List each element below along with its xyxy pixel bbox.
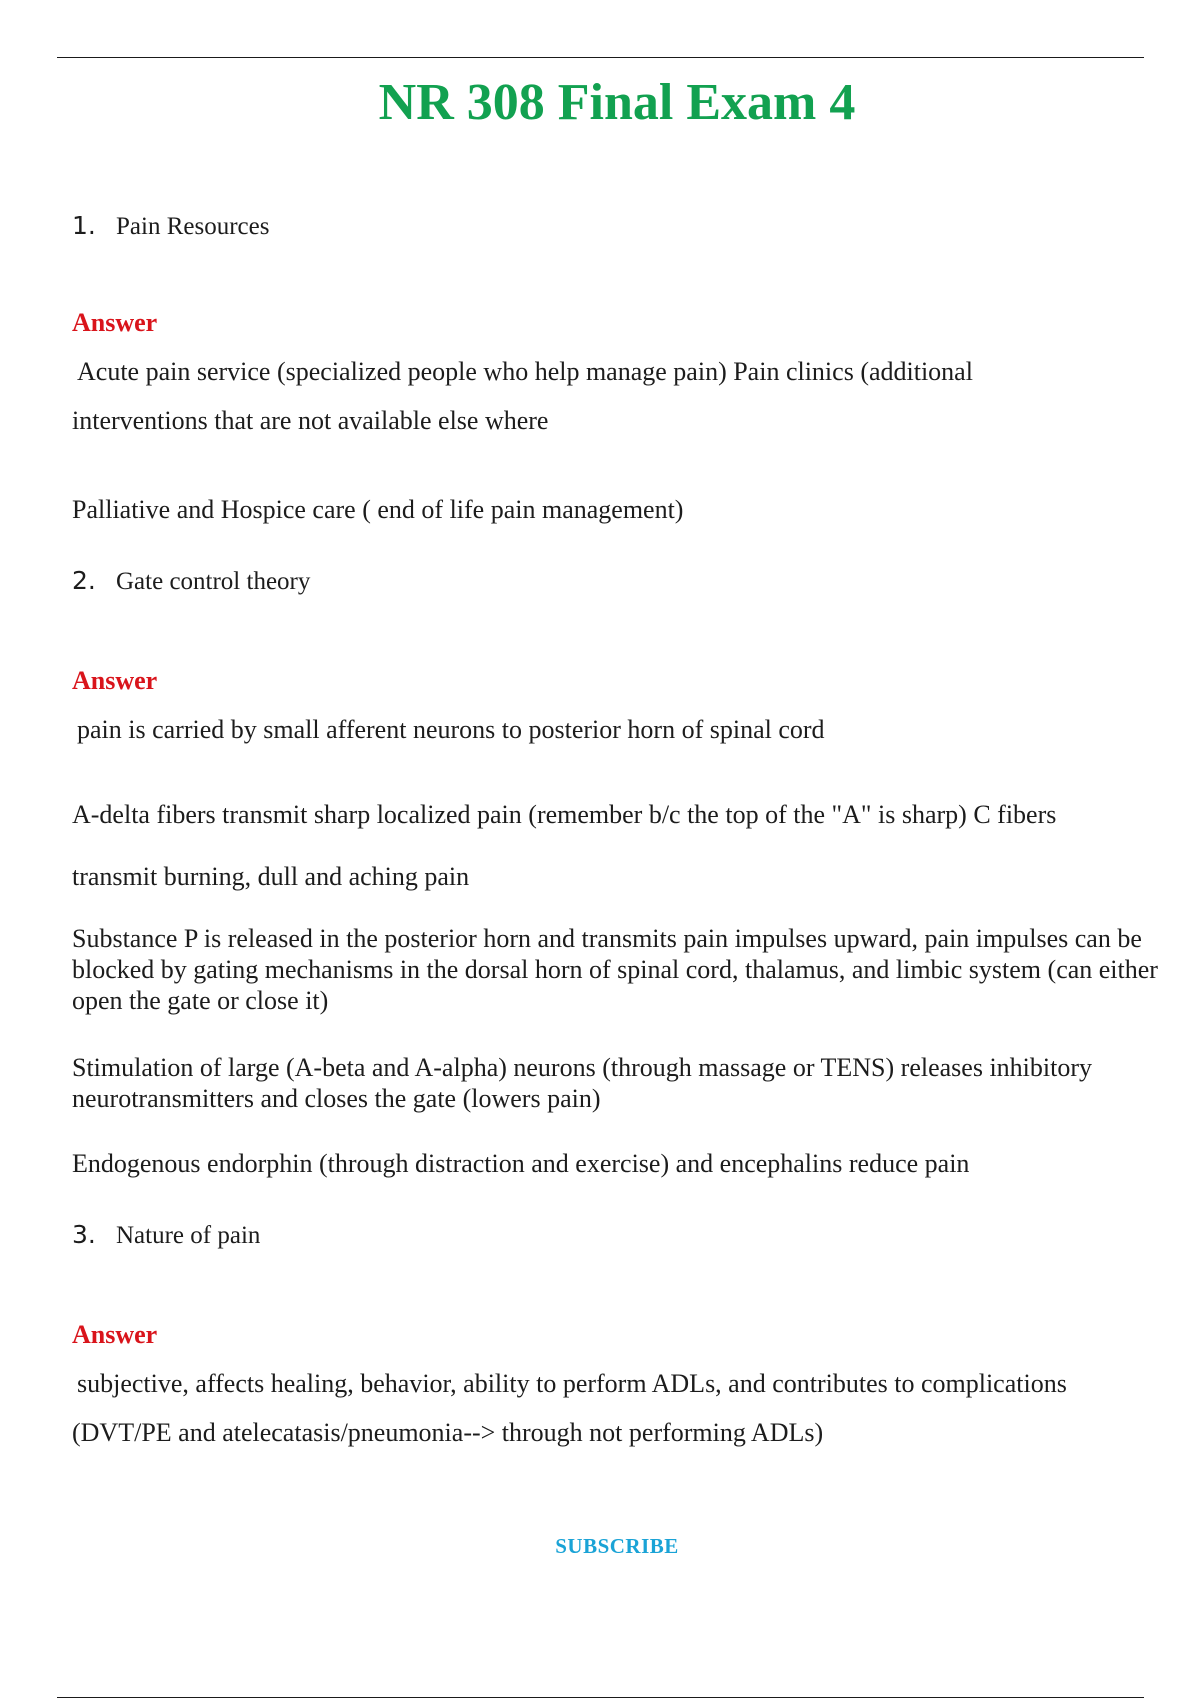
answer-label: Answer (72, 666, 158, 695)
question-2 (72, 566, 310, 597)
answer-paragraph: Substance P is released in the posterior horn and transmits pain impulses upward, pain impulses can be blocked by gating mechanisms in the dorsal horn of spinal cord, thalamus, and limbic system (can either open the gate or close it) (72, 924, 1158, 1015)
answer-paragraph: pain is carried by small afferent neurons to posterior horn of spinal cord (77, 715, 825, 744)
answer-paragraph: Endogenous endorphin (through distraction and exercise) and encephalins reduce pain (72, 1149, 970, 1178)
question-text: Gate control theory (116, 568, 311, 595)
answer-paragraph: interventions that are not available else where (72, 406, 549, 435)
question-number: 2. (72, 566, 96, 595)
page-title: NR 308 Final Exam 4 (378, 74, 856, 131)
subscribe-link[interactable]: SUBSCRIBE (555, 1534, 679, 1558)
question-text: Pain Resources (116, 213, 270, 240)
bottom-rule (57, 1697, 1144, 1698)
answer-paragraph: Stimulation of large (A-beta and A-alpha) neurons (through massage or TENS) releases inhibitory neurotransmitters and closes the gate (lowers pain) (72, 1053, 1093, 1113)
question-3 (72, 1220, 260, 1251)
question-number: 1. (72, 211, 96, 240)
answer-label: Answer (72, 1320, 158, 1349)
question-1 (72, 211, 269, 242)
question-number: 3. (72, 1220, 96, 1249)
answer-paragraph: Acute pain service (specialized people who help manage pain) Pain clinics (additional (77, 357, 973, 386)
answer-paragraph: A-delta fibers transmit sharp localized pain (remember b/c the top of the "A" is sharp) C fibers (72, 800, 1057, 829)
answer-paragraph: subjective, affects healing, behavior, ability to perform ADLs, and contributes to complications (77, 1369, 1067, 1398)
answer-paragraph: Palliative and Hospice care ( end of life pain management) (72, 495, 684, 524)
answer-label: Answer (72, 308, 158, 337)
top-rule (57, 57, 1144, 58)
answer-paragraph: transmit burning, dull and aching pain (72, 862, 470, 891)
question-text: Nature of pain (116, 1222, 261, 1249)
answer-paragraph: (DVT/PE and atelecatasis/pneumonia--> through not performing ADLs) (72, 1418, 824, 1447)
